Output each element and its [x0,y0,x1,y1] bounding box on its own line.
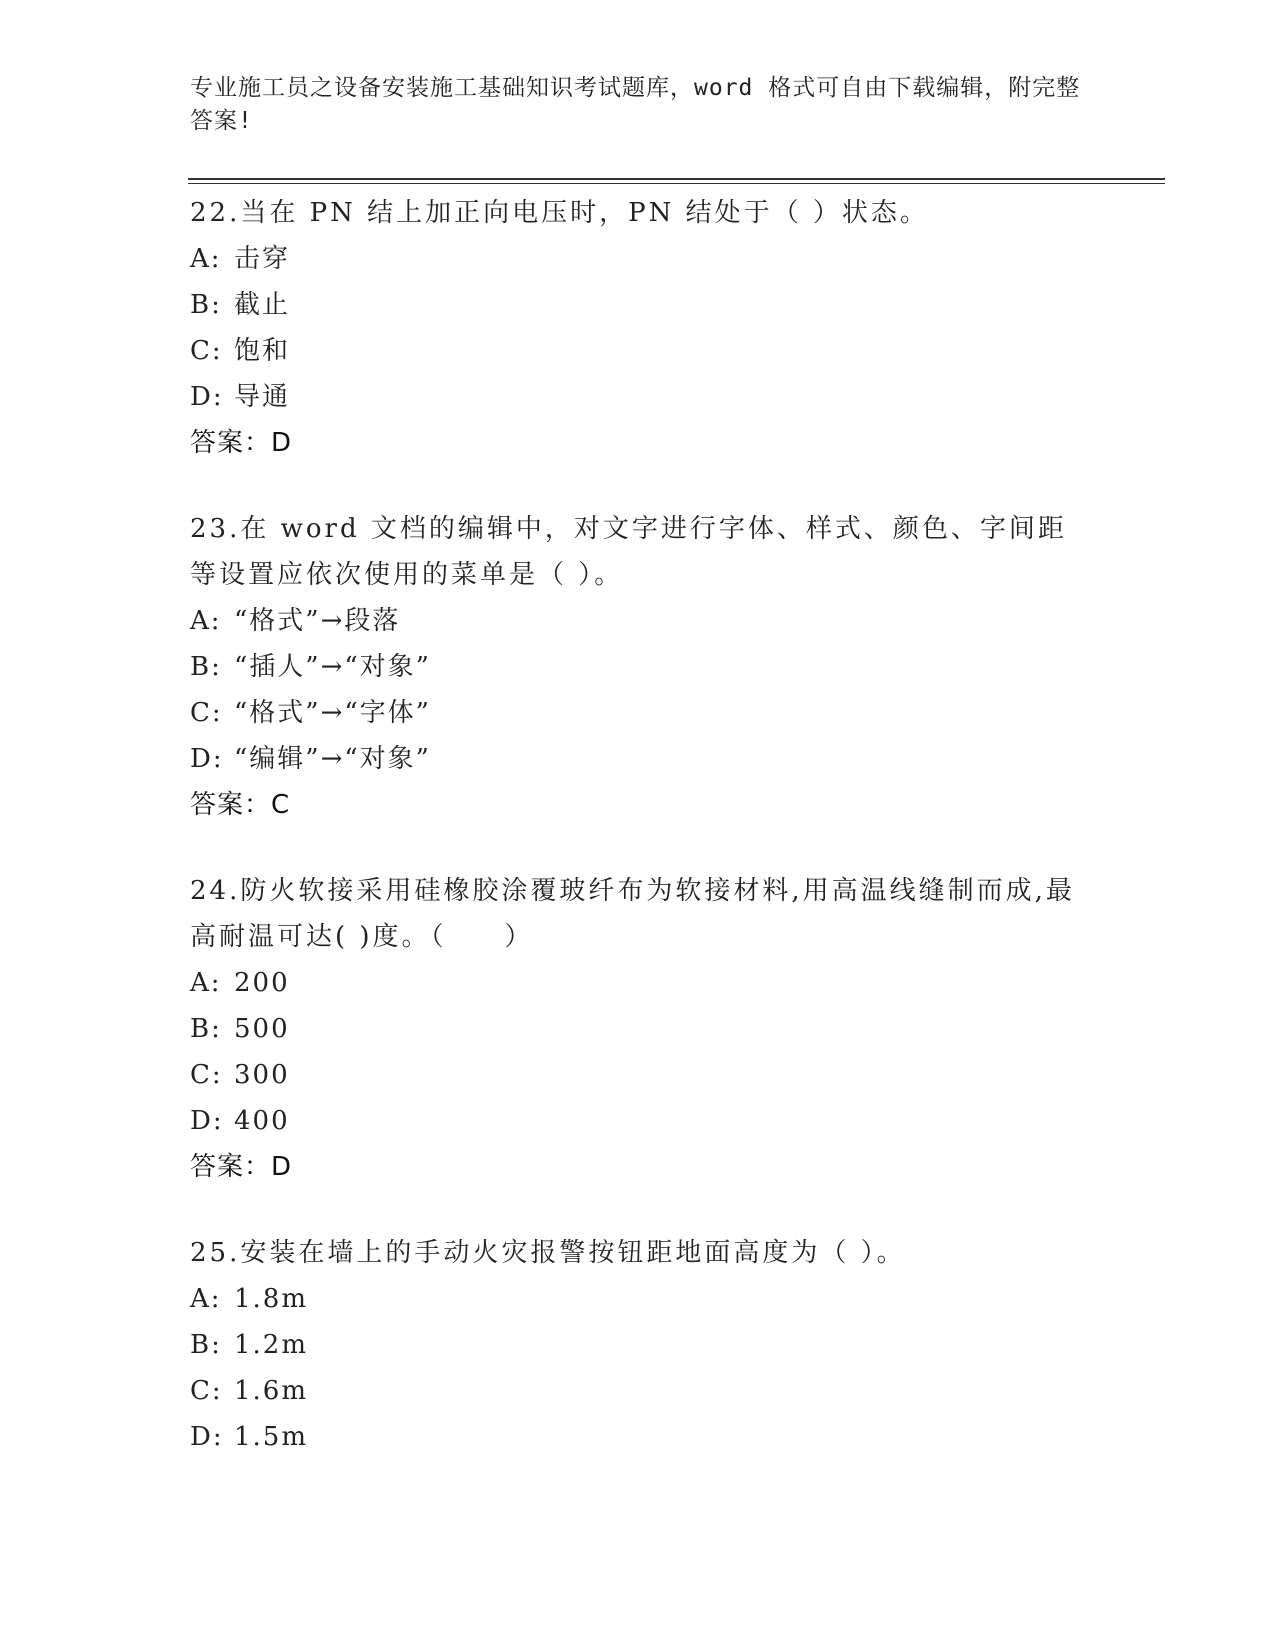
question-stem: 24.防火软接采用硅橡胶涂覆玻纤布为软接材料,用高温线缝制而成,最高耐温可达( )度。（ ） [190,876,1075,952]
option-text: 200 [234,968,290,998]
question-22 [190,190,1090,466]
option-key: C: [190,1376,223,1406]
option-key: A: [190,606,222,636]
option-text: 1.2m [234,1330,309,1360]
question-list [190,190,1090,1500]
option-text: “插人”→“对象” [234,652,431,682]
option-d [190,1414,1090,1460]
option-key: D: [190,1106,224,1136]
option-text: 1.5m [234,1422,309,1452]
option-a [190,1276,1090,1322]
question-stem: 22.当在 PN 结上加正向电压时，PN 结处于（ ）状态。 [190,198,929,228]
question-stem: 23.在 word 文档的编辑中，对文字进行字体、样式、颜色、字间距等设置应依次使用的菜单是（ ）。 [190,514,1067,590]
header-divider-thick [188,178,1165,180]
option-text: 击穿 [234,244,291,274]
option-key: D: [190,382,224,412]
option-text: 1.6m [234,1376,309,1406]
option-key: C: [190,1060,223,1090]
option-text: 饱和 [234,336,291,366]
option-b [190,1322,1090,1368]
option-key: C: [190,698,223,728]
header-divider-thin [188,183,1165,184]
question-23 [190,506,1090,828]
option-key: B: [190,652,222,682]
question-25 [190,1230,1090,1460]
option-c [190,328,1090,374]
answer-line: 答案：D [190,1152,293,1182]
option-a [190,598,1090,644]
option-key: C: [190,336,223,366]
option-key: A: [190,244,222,274]
option-text: 400 [234,1106,290,1136]
option-text: “格式”→段落 [234,606,401,636]
option-key: D: [190,1422,224,1452]
option-d [190,1098,1090,1144]
answer-line: 答案：C [190,790,291,820]
option-text: “编辑”→“对象” [234,744,431,774]
option-key: D: [190,744,224,774]
option-b [190,644,1090,690]
option-text: 导通 [234,382,291,412]
option-text: “格式”→“字体” [234,698,431,728]
option-c [190,690,1090,736]
option-key: A: [190,1284,222,1314]
option-c [190,1368,1090,1414]
question-stem: 25.安装在墙上的手动火灾报警按钮距地面高度为（ ）。 [190,1238,906,1268]
option-key: A: [190,968,222,998]
option-text: 1.8m [234,1284,309,1314]
option-key: B: [190,1330,222,1360]
option-d [190,374,1090,420]
option-text: 500 [234,1014,290,1044]
option-c [190,1052,1090,1098]
option-key: B: [190,290,222,320]
question-24 [190,868,1090,1190]
option-b [190,282,1090,328]
document-header: 专业施工员之设备安装施工基础知识考试题库，word 格式可自由下载编辑，附完整答案! [190,75,1081,134]
option-a [190,960,1090,1006]
answer-line: 答案：D [190,428,293,458]
option-text: 300 [234,1060,290,1090]
option-b [190,1006,1090,1052]
option-a [190,236,1090,282]
option-d [190,736,1090,782]
option-key: B: [190,1014,222,1044]
option-text: 截止 [234,290,291,320]
